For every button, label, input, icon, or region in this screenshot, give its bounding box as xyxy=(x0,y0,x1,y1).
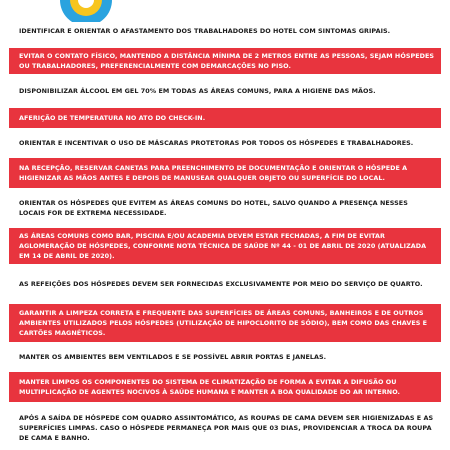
guideline-item xyxy=(9,84,441,98)
guideline-item xyxy=(9,136,441,150)
guideline-item xyxy=(9,196,441,220)
guideline-text: ORIENTAR OS HÓSPEDES QUE EVITEM AS ÁREAS COMUNS DO HOTEL, SALVO QUANDO A PRESENÇA NESSES LOCAIS FOR DE EXTREMA NECESSIDADE. xyxy=(19,199,408,217)
guideline-item xyxy=(9,158,441,188)
guideline-text: AFERIÇÃO DE TEMPERATURA NO ATO DO CHECK-IN. xyxy=(19,114,206,122)
guideline-text: EVITAR O CONTATO FÍSICO, MANTENDO A DISTÂNCIA MÍNIMA DE 2 METROS ENTRE AS PESSOAS, SEJAM HÓSPEDES OU TRABALHADORES, PREFERENCIALMENTE COM DEMARCAÇÕES NO PISO. xyxy=(19,52,435,70)
guideline-text: DISPONIBILIZAR ÁLCOOL EM GEL 70% EM TODAS AS ÁREAS COMUNS, PARA A HIGIENE DAS MÃOS. xyxy=(19,87,376,95)
guideline-item xyxy=(9,108,441,128)
guideline-text: APÓS A SAÍDA DE HÓSPEDE COM QUADRO ASSINTOMÁTICO, AS ROUPAS DE CAMA DEVEM SER HIGIENIZADAS E AS SUPERFÍCIES LIMPAS. CASO O HÓSPEDE PERMANEÇA POR MAIS QUE 03 DIAS, PROVIDENCIAR A TROCA DA ROUPA DE CAMA E BANHO. xyxy=(19,414,434,442)
guideline-text: NA RECEPÇÃO, RESERVAR CANETAS PARA PREENCHIMENTO DE DOCUMENTAÇÃO E ORIENTAR O HÓSPEDE A HIGIENIZAR AS MÃOS ANTES E DEPOIS DE MANUSEAR QUALQUER OBJETO OU SUPERFÍCIE DO LOCAL. xyxy=(19,164,408,182)
guideline-item xyxy=(9,350,441,364)
guideline-text: ORIENTAR E INCENTIVAR O USO DE MÁSCARAS PROTETORAS POR TODOS OS HÓSPEDES E TRABALHADORES. xyxy=(19,139,414,147)
guideline-text: MANTER OS AMBIENTES BEM VENTILADOS E SE POSSÍVEL ABRIR PORTAS E JANELAS. xyxy=(19,353,327,361)
guideline-item xyxy=(9,25,441,37)
guideline-item xyxy=(9,48,441,74)
guideline-text: AS ÁREAS COMUNS COMO BAR, PISCINA E/OU ACADEMIA DEVEM ESTAR FECHADAS, A FIM DE EVITAR AGLOMERAÇÃO DE HÓSPEDES, CONFORME NOTA TÉCNICA DE SAÚDE Nº 44 - 01 DE ABRIL DE 2020 (ATUALIZADA EM 14 DE ABRIL DE 2020). xyxy=(19,232,427,260)
guideline-item xyxy=(9,228,441,264)
guideline-item xyxy=(9,272,441,296)
guideline-item xyxy=(9,410,441,446)
guideline-text: GARANTIR A LIMPEZA CORRETA E FREQUENTE DAS SUPERFÍCIES DE ÁREAS COMUNS, BANHEIROS E DE OUTROS AMBIENTES UTILIZADOS PELOS HÓSPEDES (UTILIZAÇÃO DE HIPOCLORITO DE SÓDIO), BEM COMO DAS CHAVES E CARTÕES MAGNÉTICOS. xyxy=(19,309,428,337)
guideline-item xyxy=(9,304,441,342)
guideline-text: MANTER LIMPOS OS COMPONENTES DO SISTEMA DE CLIMATIZAÇÃO DE FORMA A EVITAR A DIFUSÃO OU MULTIPLICAÇÃO DE AGENTES NOCIVOS À SAÚDE HUMANA E MANTER A BOA QUALIDADE DO AR INTERNO. xyxy=(19,378,401,396)
guideline-item xyxy=(9,372,441,402)
guideline-text: IDENTIFICAR E ORIENTAR O AFASTAMENTO DOS TRABALHADORES DO HOTEL COM SINTOMAS GRIPAIS. xyxy=(19,27,391,35)
logo-emblem-icon xyxy=(0,0,450,22)
guideline-text: AS REFEIÇÕES DOS HÓSPEDES DEVEM SER FORNECIDAS EXCLUSIVAMENTE POR MEIO DO SERVIÇO DE QUARTO. xyxy=(19,280,423,288)
